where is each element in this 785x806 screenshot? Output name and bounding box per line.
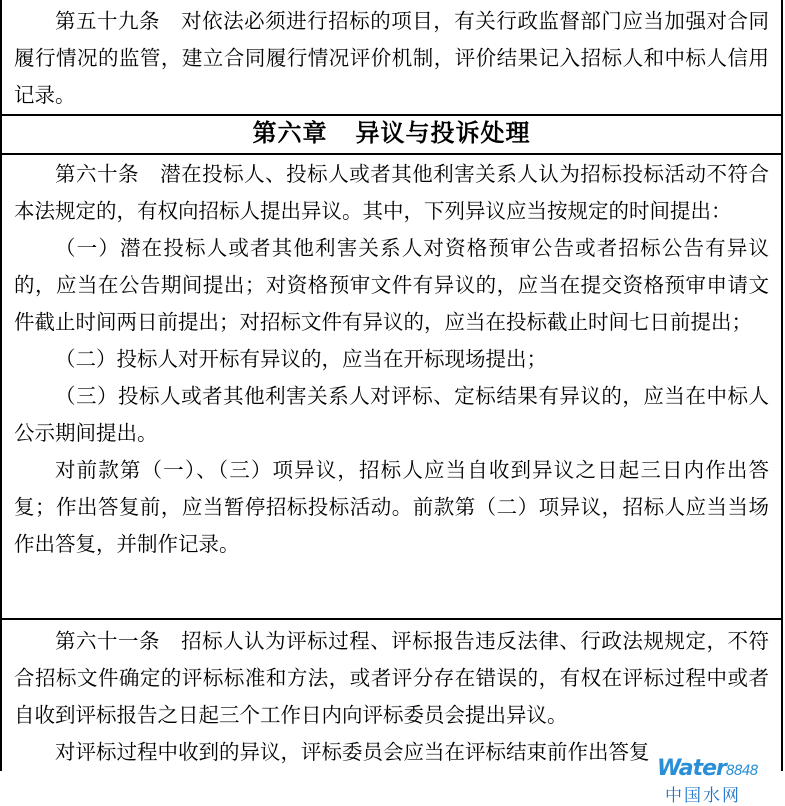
article-60-item-1: （一）潜在投标人或者其他利害关系人对资格预审公告或者招标公告有异议的，应当在公告期间提出；对资格预审文件有异议的，应当在提交资格预审申请文件截止时间两日前提出；对招标文件有异议的，应当在投标截止时间七日前提出； xyxy=(14,236,769,334)
watermark-site-name xyxy=(665,781,741,806)
article-61-cell xyxy=(2,620,781,771)
watermark-cn: 中国水网 xyxy=(665,786,741,806)
chapter-6-heading xyxy=(2,116,781,155)
article-60-item-2: （二）投标人对开标有异议的，应当在开标现场提出； xyxy=(55,347,547,371)
article-61-paragraph-1: 第六十一条 招标人认为评标过程、评标报告违反法律、行政法规规定，不符合招标文件确定的评标标准和方法，或者评分存在错误的，有权在评标过程中或者自收到评标报告之日起三个工作日内向评标委员会提出异议。 xyxy=(14,629,769,727)
article-59-cell xyxy=(2,0,781,116)
watermark-brand-number: 8848 xyxy=(725,763,758,779)
article-60-item-3: （三）投标人或者其他利害关系人对评标、定标结果有异议的，应当在中标人公示期间提出。 xyxy=(14,384,769,445)
article-60-reply-rule: 对前款第（一）、（三）项异议，招标人应当自收到异议之日起三日内作出答复；作出答复前，应当暂停招标投标活动。前款第（二）项异议，招标人应当当场作出答复，并制作记录。 xyxy=(14,458,769,556)
watermark-brand-word: Water xyxy=(657,756,726,781)
chapter-number: 第六章 xyxy=(252,119,328,147)
article-60-cell xyxy=(2,155,781,620)
chapter-title: 异议与投诉处理 xyxy=(355,119,531,147)
article-61-paragraph-2: 对评标过程中收到的异议，评标委员会应当在评标结束前作出答复 xyxy=(55,740,650,764)
article-59-text: 第五十九条 对依法必须进行招标的项目，有关行政监督部门应当加强对合同履行情况的监管，建立合同履行情况评价机制，评价结果记入招标人和中标人信用记录。 xyxy=(14,9,769,107)
article-60-intro: 第六十条 潜在投标人、投标人或者其他利害关系人认为招标投标活动不符合本法规定的，有权向招标人提出异议。其中，下列异议应当按规定的时间提出： xyxy=(14,162,769,223)
watermark-logo xyxy=(657,756,765,806)
watermark-brand xyxy=(657,756,758,781)
